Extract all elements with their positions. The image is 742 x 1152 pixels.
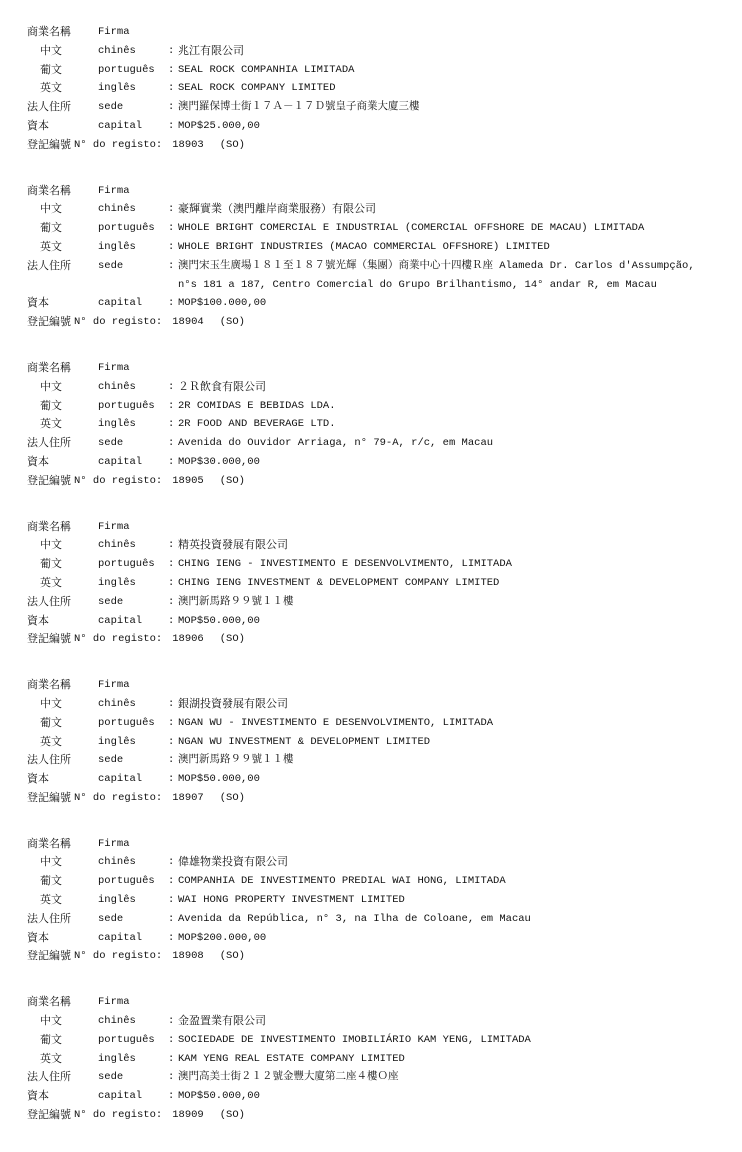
portugues-label-pt: português	[98, 63, 155, 76]
colon: :	[168, 614, 175, 627]
chines-row	[27, 536, 708, 555]
colon: :	[168, 558, 175, 571]
sede-label-pt: sede	[98, 101, 124, 114]
sede-row	[27, 98, 708, 117]
sede-value: 澳門新馬路９９號１１樓	[178, 754, 294, 767]
firma-label-zh: 商業名稱	[27, 360, 71, 374]
firma-label-pt: Firma	[98, 679, 130, 692]
firma-row	[27, 993, 708, 1012]
sede-label-pt: sede	[98, 912, 124, 925]
portugues-label-pt: português	[98, 399, 155, 412]
portugues-value: SOCIEDADE DE INVESTIMENTO IMOBILIÁRIO KAM YENG, LIMITADA	[178, 1033, 531, 1046]
ingles-value: WAI HONG PROPERTY INVESTMENT LIMITED	[178, 894, 405, 907]
chines-label-zh: 中文	[40, 379, 62, 393]
capital-label-pt: capital	[98, 614, 143, 627]
portugues-row	[27, 872, 708, 891]
sede-label-pt: sede	[98, 754, 124, 767]
firma-label-zh: 商業名稱	[27, 25, 71, 38]
sede-value: Avenida do Ouvidor Arriaga, n° 79-A, r/c, em Macau	[178, 437, 494, 450]
portugues-label-pt: português	[98, 875, 155, 888]
capital-label-zh: 資本	[27, 454, 49, 468]
registo-type: (SO)	[219, 1109, 245, 1122]
portugues-label-zh: 葡文	[40, 1032, 62, 1046]
ingles-label-zh: 英文	[40, 417, 62, 431]
sede-label-zh: 法人住所	[27, 436, 71, 450]
capital-row	[27, 294, 708, 313]
ingles-label-pt: inglês	[98, 1052, 136, 1065]
ingles-row	[27, 415, 708, 434]
registo-label-zh: 登記編號	[27, 473, 71, 487]
registo-type: (SO)	[219, 633, 245, 646]
chines-label-zh: 中文	[40, 202, 62, 216]
registo-label-zh: 登記編號	[27, 949, 71, 963]
colon: :	[168, 119, 175, 132]
ingles-value: KAM YENG REAL ESTATE COMPANY LIMITED	[178, 1052, 405, 1065]
sede-value: 澳門新馬路９９號１１樓	[178, 595, 294, 608]
capital-label-pt: capital	[98, 455, 143, 468]
capital-row	[27, 770, 708, 789]
colon: :	[168, 297, 175, 310]
portugues-row	[27, 1031, 708, 1050]
colon: :	[168, 455, 175, 468]
ingles-label-zh: 英文	[40, 893, 62, 907]
portugues-label-zh: 葡文	[40, 715, 62, 729]
registo-type: (SO)	[219, 316, 245, 329]
registo-type: (SO)	[219, 791, 245, 804]
capital-label-zh: 資本	[27, 1089, 49, 1103]
chines-value: 金盈置業有限公司	[178, 1014, 266, 1028]
firma-row	[27, 23, 708, 42]
chines-label-pt: chinês	[98, 1015, 136, 1028]
registo-type: (SO)	[219, 950, 245, 963]
registo-label-zh: 登記編號	[27, 137, 71, 151]
chines-label-pt: chinês	[98, 539, 136, 552]
registo-number: 18904	[172, 316, 204, 329]
colon: :	[168, 222, 175, 235]
registo-row	[27, 947, 708, 966]
sede-row	[27, 434, 708, 453]
firma-label-zh: 商業名稱	[27, 183, 71, 197]
company-entry	[27, 518, 708, 650]
registo-row	[27, 630, 708, 649]
portugues-label-pt: português	[98, 558, 155, 571]
ingles-label-zh: 英文	[40, 1051, 62, 1065]
colon: :	[168, 82, 175, 95]
registo-label-pt: N° do registo:	[74, 1109, 163, 1122]
capital-label-pt: capital	[98, 773, 143, 786]
chines-label-pt: chinês	[98, 44, 136, 57]
registo-label-pt: N° do registo:	[74, 633, 163, 646]
portugues-label-pt: português	[98, 222, 155, 235]
capital-label-pt: capital	[98, 931, 143, 944]
firma-label-pt: Firma	[98, 996, 130, 1009]
registo-number: 18903	[172, 138, 204, 151]
portugues-row	[27, 714, 708, 733]
firma-label-pt: Firma	[98, 184, 130, 197]
ingles-value: NGAN WU INVESTMENT & DEVELOPMENT LIMITED	[178, 735, 431, 748]
colon: :	[168, 259, 175, 272]
ingles-label-pt: inglês	[98, 82, 136, 95]
colon: :	[168, 101, 175, 114]
registo-row	[27, 789, 708, 808]
firma-label-zh: 商業名稱	[27, 678, 71, 692]
sede-value: Avenida da República, n° 3, na Ilha de Coloane, em Macau	[178, 912, 531, 925]
firma-label-pt: Firma	[98, 520, 130, 533]
capital-value: MOP$50.000,00	[178, 614, 260, 627]
ingles-label-pt: inglês	[98, 240, 136, 253]
chines-label-pt: chinês	[98, 380, 136, 393]
colon: :	[168, 773, 175, 786]
sede-row	[27, 910, 708, 929]
registo-type: (SO)	[219, 474, 245, 487]
ingles-row	[27, 574, 708, 593]
registo-label-pt: N° do registo:	[74, 950, 163, 963]
ingles-label-zh: 英文	[40, 734, 62, 748]
sede-label-pt: sede	[98, 1071, 124, 1084]
colon: :	[168, 240, 175, 253]
colon: :	[168, 63, 175, 76]
ingles-row	[27, 238, 708, 257]
registo-label-zh: 登記編號	[27, 315, 71, 329]
capital-label-zh: 資本	[27, 296, 49, 310]
portugues-value: 2R COMIDAS E BEBIDAS LDA.	[178, 399, 336, 412]
ingles-label-pt: inglês	[98, 576, 136, 589]
portugues-label-zh: 葡文	[40, 874, 62, 888]
portugues-row	[27, 219, 708, 238]
capital-value: MOP$25.000,00	[178, 119, 260, 132]
colon: :	[168, 1015, 175, 1028]
ingles-label-pt: inglês	[98, 735, 136, 748]
registo-label-pt: N° do registo:	[74, 316, 163, 329]
ingles-label-pt: inglês	[98, 418, 136, 431]
sede-value: 澳門高美士街２１２號金豐大廈第二座４樓Ｏ座	[178, 1071, 399, 1084]
company-entry	[27, 23, 708, 155]
ingles-value: WHOLE BRIGHT INDUSTRIES (MACAO COMMERCIAL OFFSHORE) LIMITED	[178, 240, 550, 253]
portugues-row	[27, 397, 708, 416]
chines-row	[27, 42, 708, 61]
firma-row	[27, 518, 708, 537]
company-entry	[27, 182, 708, 332]
chines-row	[27, 695, 708, 714]
sede-label-zh: 法人住所	[27, 753, 71, 767]
sede-row	[27, 593, 708, 612]
colon: :	[168, 875, 175, 888]
colon: :	[168, 595, 175, 608]
portugues-value: NGAN WU - INVESTIMENTO E DESENVOLVIMENTO, LIMITADA	[178, 716, 494, 729]
colon: :	[168, 1071, 175, 1084]
chines-value: ２Ｒ飲食有限公司	[178, 379, 266, 393]
capital-row	[27, 929, 708, 948]
firma-label-zh: 商業名稱	[27, 836, 71, 850]
ingles-value: 2R FOOD AND BEVERAGE LTD.	[178, 418, 336, 431]
registo-row	[27, 472, 708, 491]
registo-type: (SO)	[219, 138, 245, 151]
registo-label-pt: N° do registo:	[74, 791, 163, 804]
sede-label-pt: sede	[98, 437, 124, 450]
colon: :	[168, 203, 175, 216]
capital-row	[27, 612, 708, 631]
registo-label-pt: N° do registo:	[74, 474, 163, 487]
registo-number: 18908	[172, 950, 204, 963]
chines-row	[27, 200, 708, 219]
chines-label-pt: chinês	[98, 203, 136, 216]
portugues-value: WHOLE BRIGHT COMERCIAL E INDUSTRIAL (COMERCIAL OFFSHORE DE MACAU) LIMITADA	[178, 222, 645, 235]
colon: :	[168, 380, 175, 393]
chines-label-zh: 中文	[40, 43, 62, 57]
portugues-label-zh: 葡文	[40, 557, 62, 571]
chines-row	[27, 853, 708, 872]
colon: :	[168, 931, 175, 944]
registo-row	[27, 313, 708, 332]
sede-row	[27, 257, 708, 295]
colon: :	[168, 1033, 175, 1046]
colon: :	[168, 399, 175, 412]
capital-label-zh: 資本	[27, 930, 49, 944]
firma-row	[27, 182, 708, 201]
sede-label-zh: 法人住所	[27, 258, 71, 272]
firma-row	[27, 835, 708, 854]
capital-label-pt: capital	[98, 297, 143, 310]
registo-row	[27, 1106, 708, 1125]
ingles-row	[27, 733, 708, 752]
colon: :	[168, 912, 175, 925]
capital-row	[27, 1087, 708, 1106]
chines-label-zh: 中文	[40, 696, 62, 710]
capital-label-pt: capital	[98, 119, 143, 132]
registo-label-pt: N° do registo:	[74, 138, 163, 151]
colon: :	[168, 697, 175, 710]
portugues-row	[27, 61, 708, 80]
firma-label-zh: 商業名稱	[27, 995, 71, 1009]
chines-label-pt: chinês	[98, 697, 136, 710]
sede-row	[27, 751, 708, 770]
firma-label-pt: Firma	[98, 837, 130, 850]
company-entry	[27, 359, 708, 491]
capital-value: MOP$100.000,00	[178, 297, 267, 310]
colon: :	[168, 754, 175, 767]
sede-label-zh: 法人住所	[27, 1070, 71, 1084]
ingles-value: CHING IENG INVESTMENT & DEVELOPMENT COMPANY LIMITED	[178, 576, 500, 589]
registry-document	[27, 23, 708, 1152]
firma-row	[27, 676, 708, 695]
sede-label-pt: sede	[98, 595, 124, 608]
portugues-label-zh: 葡文	[40, 398, 62, 412]
sede-label-pt: sede	[98, 259, 124, 272]
portugues-label-pt: português	[98, 1033, 155, 1046]
ingles-row	[27, 891, 708, 910]
colon: :	[168, 44, 175, 57]
ingles-label-zh: 英文	[40, 81, 62, 95]
chines-label-pt: chinês	[98, 856, 136, 869]
colon: :	[168, 894, 175, 907]
registo-number: 18907	[172, 791, 204, 804]
sede-label-zh: 法人住所	[27, 100, 71, 114]
chines-label-zh: 中文	[40, 538, 62, 552]
colon: :	[168, 576, 175, 589]
colon: :	[168, 437, 175, 450]
capital-label-zh: 資本	[27, 772, 49, 786]
portugues-value: COMPANHIA DE INVESTIMENTO PREDIAL WAI HONG, LIMITADA	[178, 875, 506, 888]
capital-value: MOP$50.000,00	[178, 1090, 260, 1103]
capital-value: MOP$50.000,00	[178, 773, 260, 786]
capital-label-zh: 資本	[27, 118, 49, 132]
registo-number: 18906	[172, 633, 204, 646]
chines-value: 偉雄物業投資有限公司	[178, 855, 288, 869]
sede-label-zh: 法人住所	[27, 594, 71, 608]
colon: :	[168, 418, 175, 431]
sede-value: 澳門宋玉生廣場１８１至１８７號光輝（集團）商業中心十四樓Ｒ座 Alameda Dr. Carlos d'Assumpção, n°s 181 a 187, Centro Comercial do Grupo Brilhantismo, 14° andar R, em Macau	[178, 259, 695, 291]
firma-row	[27, 359, 708, 378]
firma-label-pt: Firma	[98, 361, 130, 374]
colon: :	[168, 1052, 175, 1065]
portugues-label-pt: português	[98, 716, 155, 729]
ingles-row	[27, 1050, 708, 1069]
ingles-label-zh: 英文	[40, 239, 62, 253]
chines-label-zh: 中文	[40, 1014, 62, 1028]
ingles-value: SEAL ROCK COMPANY LIMITED	[178, 82, 336, 95]
sede-value: 澳門羅保博士街１７Ａ－１７Ｄ號皇子商業大廈三樓	[178, 101, 420, 114]
registo-label-zh: 登記編號	[27, 790, 71, 804]
colon: :	[168, 856, 175, 869]
colon: :	[168, 539, 175, 552]
registo-number: 18905	[172, 474, 204, 487]
ingles-row	[27, 79, 708, 98]
colon: :	[168, 1090, 175, 1103]
chines-value: 精英投資發展有限公司	[178, 538, 288, 552]
firma-label-zh: 商業名稱	[27, 519, 71, 533]
chines-row	[27, 1012, 708, 1031]
capital-row	[27, 453, 708, 472]
colon: :	[168, 735, 175, 748]
chines-value: 銀湖投資發展有限公司	[178, 696, 288, 710]
company-entry	[27, 676, 708, 808]
registo-number: 18909	[172, 1109, 204, 1122]
portugues-row	[27, 555, 708, 574]
portugues-label-zh: 葡文	[40, 221, 62, 235]
capital-label-pt: capital	[98, 1090, 143, 1103]
capital-row	[27, 117, 708, 136]
portugues-value: SEAL ROCK COMPANHIA LIMITADA	[178, 63, 355, 76]
company-entry	[27, 835, 708, 967]
registo-label-zh: 登記編號	[27, 1108, 71, 1122]
capital-value: MOP$200.000,00	[178, 931, 267, 944]
chines-label-zh: 中文	[40, 855, 62, 869]
sede-row	[27, 1068, 708, 1087]
portugues-label-zh: 葡文	[40, 62, 62, 76]
sede-label-zh: 法人住所	[27, 911, 71, 925]
colon: :	[168, 716, 175, 729]
ingles-label-pt: inglês	[98, 894, 136, 907]
chines-row	[27, 378, 708, 397]
capital-label-zh: 資本	[27, 613, 49, 627]
registo-row	[27, 136, 708, 155]
company-entry	[27, 993, 708, 1125]
capital-value: MOP$30.000,00	[178, 455, 260, 468]
registo-label-zh: 登記編號	[27, 632, 71, 646]
chines-value: 兆江有限公司	[178, 43, 244, 57]
ingles-label-zh: 英文	[40, 575, 62, 589]
firma-label-pt: Firma	[98, 26, 130, 38]
chines-value: 豪輝實業（澳門離岸商業服務）有限公司	[178, 202, 376, 216]
portugues-value: CHING IENG - INVESTIMENTO E DESENVOLVIMENTO, LIMITADA	[178, 558, 512, 571]
